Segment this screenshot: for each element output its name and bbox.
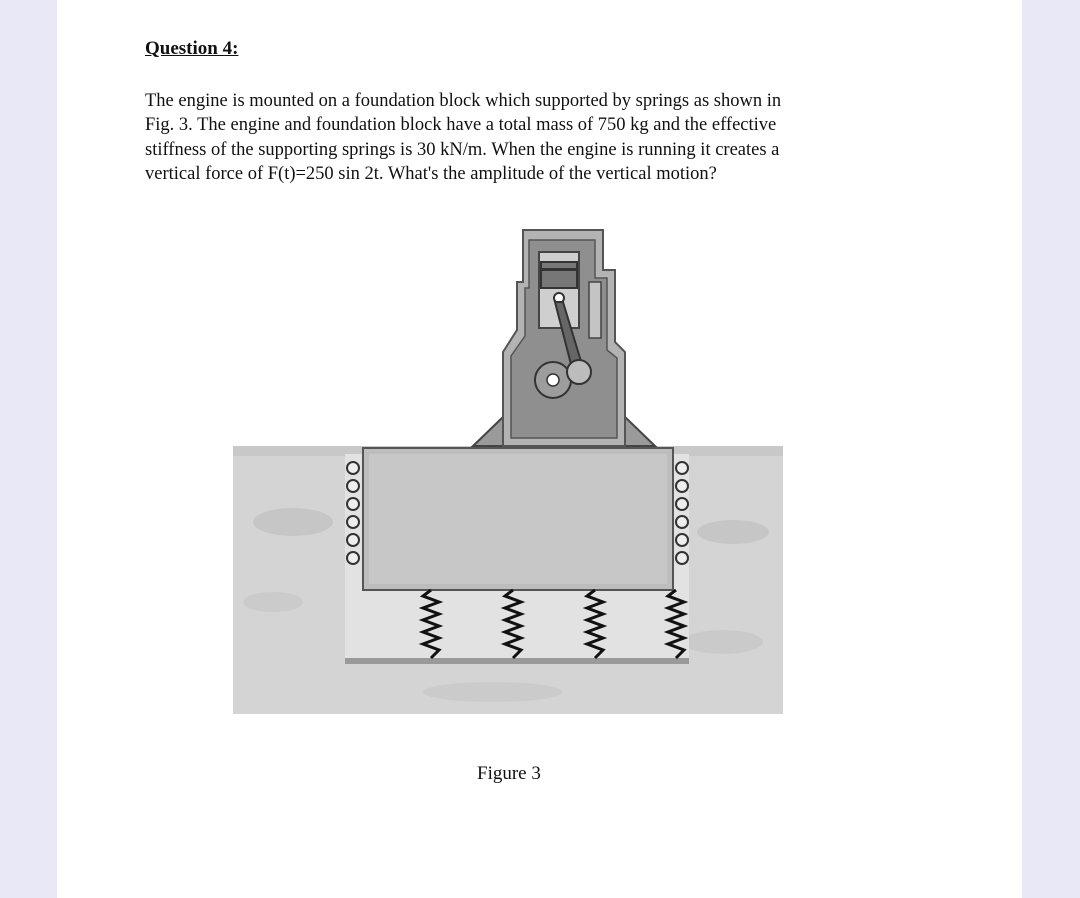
question-line-4: vertical force of F(t)=250 sin 2t. What's the amplitude of the vertical motion? [145, 164, 717, 185]
question-line-1: The engine is mounted on a foundation block which supported by springs as shown in [145, 91, 782, 111]
engine-icon [503, 230, 625, 446]
figure-caption: Figure 3 [477, 763, 541, 784]
question-line-2: Fig. 3. The engine and foundation block have a total mass of 750 kg and the effective [145, 115, 777, 136]
engine-foundation-figure [233, 222, 783, 714]
question-text [145, 89, 915, 187]
question-heading: Question 4: [145, 38, 239, 59]
document-page [57, 0, 1022, 898]
foundation-block-icon [363, 448, 673, 590]
question-line-3: stiffness of the supporting springs is 30 kN/m. When the engine is running it creates a [145, 139, 780, 160]
